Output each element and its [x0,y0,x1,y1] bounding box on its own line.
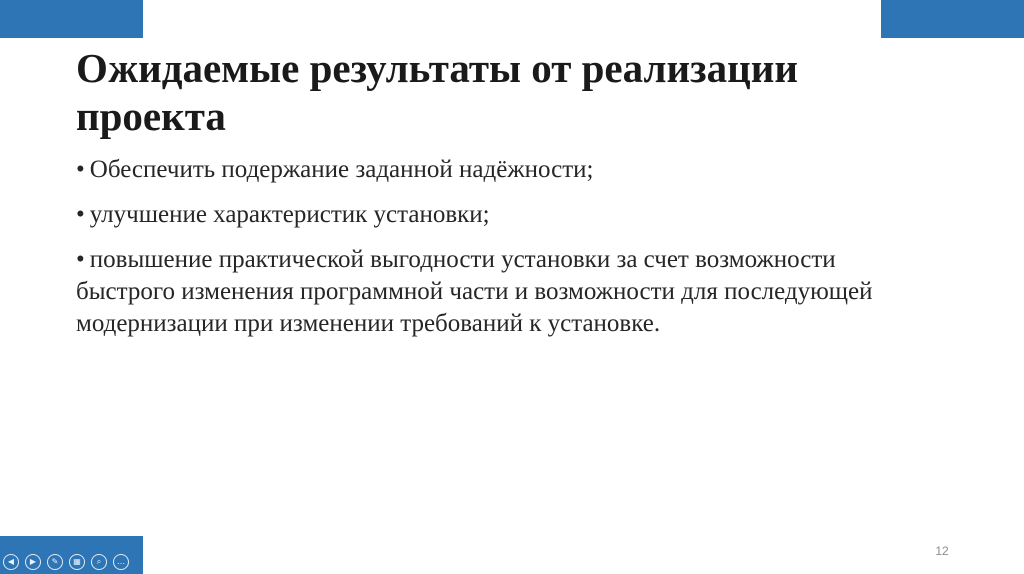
bullet-item [76,244,896,340]
slides-grid-icon[interactable]: ▦ [69,554,85,570]
bullet-text: улучшение характеристик установки; [89,201,490,228]
next-slide-icon[interactable]: ▶ [25,554,41,570]
bullet-item [76,154,896,186]
bullet-dot: • [76,156,85,183]
bullet-text: повышение практической выгодности установки за счет возможности быстрого изменения программной части и возможности для последующей модернизации при изменении требований к установке. [76,246,873,337]
more-options-icon[interactable]: … [113,554,129,570]
top-right-accent-bar [881,0,1024,38]
bullet-item [76,199,896,231]
previous-slide-icon[interactable]: ◀ [3,554,19,570]
presentation-nav-toolbar [3,553,129,571]
zoom-icon[interactable]: ⌕ [91,554,107,570]
slide-number: 12 [935,544,949,558]
bullet-list [76,154,896,353]
pen-icon[interactable]: ✎ [47,554,63,570]
slide-title: Ожидаемые результаты от реализации проекта [76,45,798,139]
bullet-dot: • [76,246,85,273]
top-left-accent-bar [0,0,143,38]
bullet-dot: • [76,201,85,228]
bullet-text: Обеспечить подержание заданной надёжности; [89,156,594,183]
